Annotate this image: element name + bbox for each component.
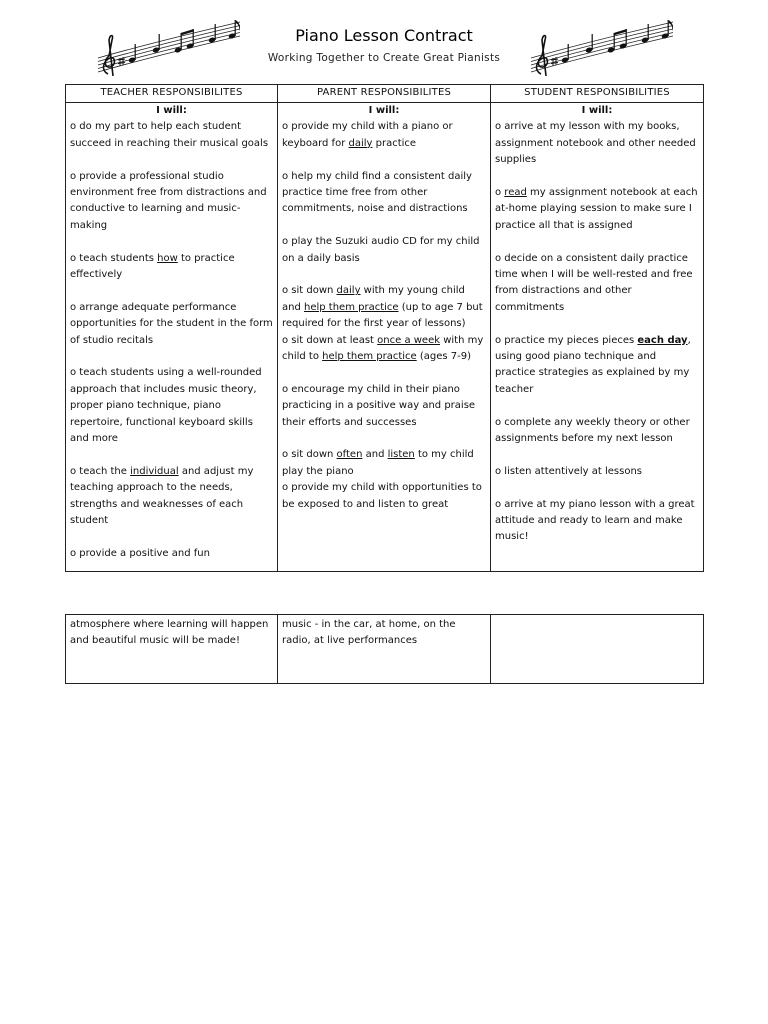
teacher-item-6-text-end: and adjust my teaching approach to the needs, strengths and weaknesses of each student (70, 465, 254, 527)
parent-item-1-text: o provide my child with a piano or keyboard for (282, 121, 453, 149)
parent-item-5-emphasis-1: once a week (377, 334, 441, 346)
parent-item-5 (282, 333, 486, 366)
parent-i-will: I will: (368, 105, 400, 116)
teacher-item-2: o provide a professional studio environment free from distractions and conductive to learning and music-making (70, 170, 267, 231)
teacher-item-3 (70, 251, 273, 284)
student-item-2-emphasis: read (504, 187, 527, 199)
student-item-7: o arrive at my piano lesson with a great attitude and ready to learn and make music! (495, 498, 695, 543)
parent-item-5-text-mid: with my child to (282, 334, 484, 363)
page-title: Piano Lesson Contract (295, 26, 473, 45)
student-item-2-text: o (495, 187, 505, 199)
parent-item-6: o encourage my child in their piano practicing in a positive way and praise their efforts and successes (282, 383, 476, 428)
parent-cell (278, 103, 491, 572)
teacher-column-header: TEACHER RESPONSIBILITES (66, 85, 278, 103)
parent-item-2: o help my child find a consistent daily practice time free from other commitments, noise and distractions (282, 170, 472, 215)
teacher-continuation-cell: atmosphere where learning will happen and beautiful music will be made! (66, 615, 278, 684)
parent-item-4-text-end: (up to age 7 but required for the first year of lessons) (282, 301, 483, 330)
student-item-6: o listen attentively at lessons (495, 465, 643, 477)
student-item-4 (495, 333, 699, 399)
teacher-item-3-emphasis: how (157, 252, 178, 264)
parent-item-4-emphasis-1: daily (336, 285, 361, 297)
student-item-3: o decide on a consistent daily practice time when I will be well-rested and free from distractions and other commitments (495, 252, 693, 313)
parent-item-4-text-mid: with my young child and (282, 285, 465, 313)
parent-item-7-text: o sit down (282, 449, 337, 461)
table-header-row (66, 85, 704, 103)
teacher-item-6-text: o teach the (70, 465, 131, 477)
student-item-5: o complete any weekly theory or other assignments before my next lesson (495, 416, 690, 445)
parent-item-4-emphasis-2: help them practice (304, 301, 399, 313)
parent-item-7-emphasis-2: listen (387, 449, 415, 461)
teacher-i-will: I will: (156, 105, 187, 116)
parent-item-4-text: o sit down (282, 285, 337, 297)
parent-item-4 (282, 283, 486, 332)
table-body-row (66, 103, 704, 572)
responsibilities-table (65, 84, 704, 572)
teacher-item-6 (70, 464, 273, 530)
student-item-4-text: o practice my pieces pieces (495, 334, 638, 346)
teacher-item-5: o teach students using a well-rounded approach that includes music theory, proper piano technique, piano repertoire, functional keyboard skills and more (70, 367, 262, 445)
parent-item-7-emphasis-1: often (336, 449, 363, 461)
teacher-cell (66, 103, 278, 572)
parent-item-3: o play the Suzuki audio CD for my child on a daily basis (282, 236, 480, 264)
teacher-item-6-emphasis: individual (130, 465, 179, 477)
parent-item-5-emphasis-2: help them practice (322, 351, 417, 363)
student-item-2 (495, 185, 699, 234)
music-notes-right-icon (527, 20, 677, 76)
student-item-1: o arrive at my lesson with my books, assignment notebook and other needed supplies (495, 121, 696, 166)
header (0, 20, 768, 80)
student-item-4-emphasis: each day (637, 334, 688, 346)
parent-item-7-text-mid: and (362, 449, 388, 461)
teacher-item-1: o do my part to help each student succeed in reaching their musical goals (70, 121, 269, 149)
parent-item-8: o provide my child with opportunities to be exposed to and listen to great (282, 482, 482, 510)
teacher-item-7: o provide a positive and fun (70, 547, 210, 559)
parent-column-header: PARENT RESPONSIBILITES (278, 85, 491, 103)
student-item-2-text-end: my assignment notebook at each at-home playing session to make sure I practice all that is assigned (495, 187, 698, 231)
teacher-item-4: o arrange adequate performance opportunities for the student in the form of studio recitals (70, 301, 273, 346)
parent-continuation-cell: music - in the car, at home, on the radio, at live performances (278, 615, 491, 684)
parent-item-1-emphasis: daily (348, 137, 373, 149)
teacher-item-3-text: o teach students (70, 252, 158, 264)
teacher-item-3-text-end: to practice effectively (70, 252, 235, 281)
parent-item-7 (282, 447, 486, 480)
page-subtitle: Working Together to Create Great Pianists (267, 52, 501, 64)
student-cell (491, 103, 704, 572)
continuation-row (66, 615, 704, 684)
student-i-will: I will: (581, 105, 613, 116)
parent-item-7-text-end: to my child play the piano (282, 449, 474, 477)
student-column-header: STUDENT RESPONSIBILITIES (491, 85, 704, 103)
student-item-4-text-end: , using good piano technique and practice strategies as explained by my teacher (495, 334, 691, 395)
continuation-table (65, 614, 704, 684)
student-continuation-cell (491, 615, 704, 684)
parent-item-1 (282, 119, 486, 152)
parent-item-5-text-end: (ages 7-9) (416, 351, 472, 363)
parent-item-5-text: o sit down at least (282, 334, 378, 346)
parent-item-1-text-end: practice (372, 137, 417, 149)
